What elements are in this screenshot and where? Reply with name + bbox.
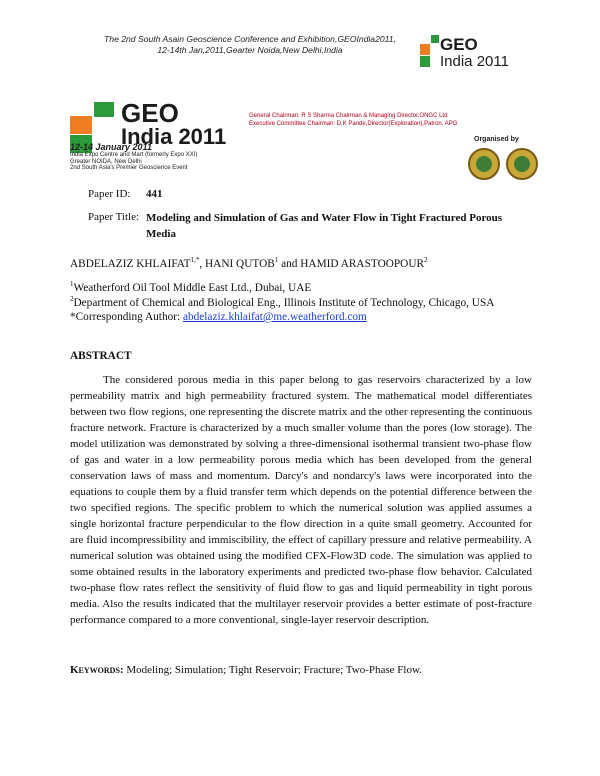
organiser-emblem-icon	[506, 148, 538, 180]
keywords-line	[70, 664, 422, 676]
affiliation-sup: 1	[70, 280, 74, 288]
author-sup: 2	[424, 256, 428, 264]
organiser-emblem-icon	[468, 148, 500, 180]
affiliation-text: Department of Chemical and Biological Eng., Illinois Institute of Technology, Chicago, USA	[73, 297, 495, 309]
author-name: HANI QUTOB	[205, 258, 275, 270]
conference-header-line1: The 2nd South Asain Geoscience Conference and Exhibition,GEOIndia2011,	[104, 34, 396, 44]
logo-square-orange	[420, 44, 430, 55]
logo-square-green-small	[431, 35, 439, 43]
corresponding-label: *Corresponding Author:	[70, 311, 183, 323]
conference-header-line2: 12-14th Jan,2011,Gearter Noida,New Delhi,India	[157, 45, 343, 55]
keywords-text: Modeling; Simulation; Tight Reservoir; Fracture; Two-Phase Flow.	[123, 664, 422, 676]
paper-id-label: Paper ID:	[88, 188, 131, 200]
corresponding-author	[70, 311, 367, 323]
chairman-info	[249, 112, 457, 128]
geo-india-logo-large	[66, 98, 256, 180]
venue-line: India Expo Centre and Mart (formerly Expo XXI)	[70, 152, 198, 158]
logo-square-orange	[70, 116, 92, 134]
author-separator: and	[278, 258, 301, 270]
logo-square-green-small	[94, 102, 114, 117]
author-separator: ,	[199, 258, 205, 270]
banner-date: 12-14 January 2011	[70, 142, 152, 152]
paper-title-label: Paper Title:	[88, 211, 140, 223]
banner-india-text: India 2011	[121, 124, 227, 149]
banner-venue	[70, 152, 197, 172]
banner-geo-text: GEO	[121, 98, 179, 128]
logo-geo-text: GEO	[440, 35, 478, 54]
conference-header	[60, 34, 440, 56]
paper-title-value: Modeling and Simulation of Gas and Water Flow in Tight Fractured Porous Media	[146, 212, 503, 240]
paper-id-value: 441	[146, 188, 163, 200]
committee-line: Executive Committee Chairman: D.K Pande,Director(Exploration),Patron, APG	[249, 121, 458, 127]
abstract-heading: ABSTRACT	[70, 350, 132, 362]
logo-square-green	[420, 56, 430, 67]
venue-line: 2nd South Asia's Premier Geoscience Event	[70, 165, 188, 172]
author-name: HAMID ARASTOOPOUR	[300, 258, 425, 270]
geo-india-logo-small	[418, 30, 528, 70]
abstract-body: The considered porous media in this paper belong to gas reservoirs characterized by a low permeability matrix and high permeability fractured system. The mathematical model differentiates between two flow regions, one representing the discrete matrix and the other representing the continuous fracture network. Fracture is characterized by a much smaller volume than the pores (low storage). The model utilization was demonstrated by solving a three-dimensional isothermal transient two-phase flow of gas and water in a low permeability porous media which has been developed from the general conservation laws of mass and momentum. Darcy's and nondarcy's laws were incorporated into the equations to couple them by a fluid transfer term which depends on the potential difference between the two specified regions. The specific problem to which the numerical solution was applied assumes a single horizontal fracture perpendicular to the flow direction in a quite small geometry. Accounted for are fluid incompressibility and immiscibility, the effect of capillary pressure and relative permeability. A numerical solution was obtained using the modified CFX-Flow3D code. The simulation was applied to some obtained results in the laboratory experiments and predicted two-phase flow behavior. Calculated two-phase flow rates reflect the sensitivity of fluid flow to gas and liquid permeability in tight porous media. Also the results indicated that the multilayer reservoir provides a better estimate of post-fracture performance compared to a more conventional, single-layer reservoir description.	[70, 374, 532, 626]
corresponding-email-link[interactable]: abdelaziz.khlaifat@me.weatherford.com	[182, 311, 367, 323]
author-name: ABDELAZIZ KHLAIFAT	[70, 258, 191, 270]
conference-banner	[66, 98, 540, 180]
logo-india-text: India 2011	[440, 53, 509, 70]
chairman-line: General Chairman: R S Sharma Chairman & Managing Director,ONGC Ltd	[249, 113, 448, 119]
keywords-label: Keywords:	[70, 664, 124, 676]
affiliation-text: Weatherford Oil Tool Middle East Ltd., Dubai, UAE	[73, 282, 312, 294]
affiliation-1	[70, 282, 311, 294]
author-sup: 1	[274, 256, 279, 264]
affiliation-2	[70, 297, 494, 309]
affiliation-sup: 2	[70, 295, 74, 303]
author-list	[70, 258, 428, 270]
organised-by-label: Organised by	[474, 136, 519, 143]
author-sup: 1,*	[190, 256, 200, 264]
venue-line: Greater NOIDA, New Delhi	[70, 158, 142, 165]
